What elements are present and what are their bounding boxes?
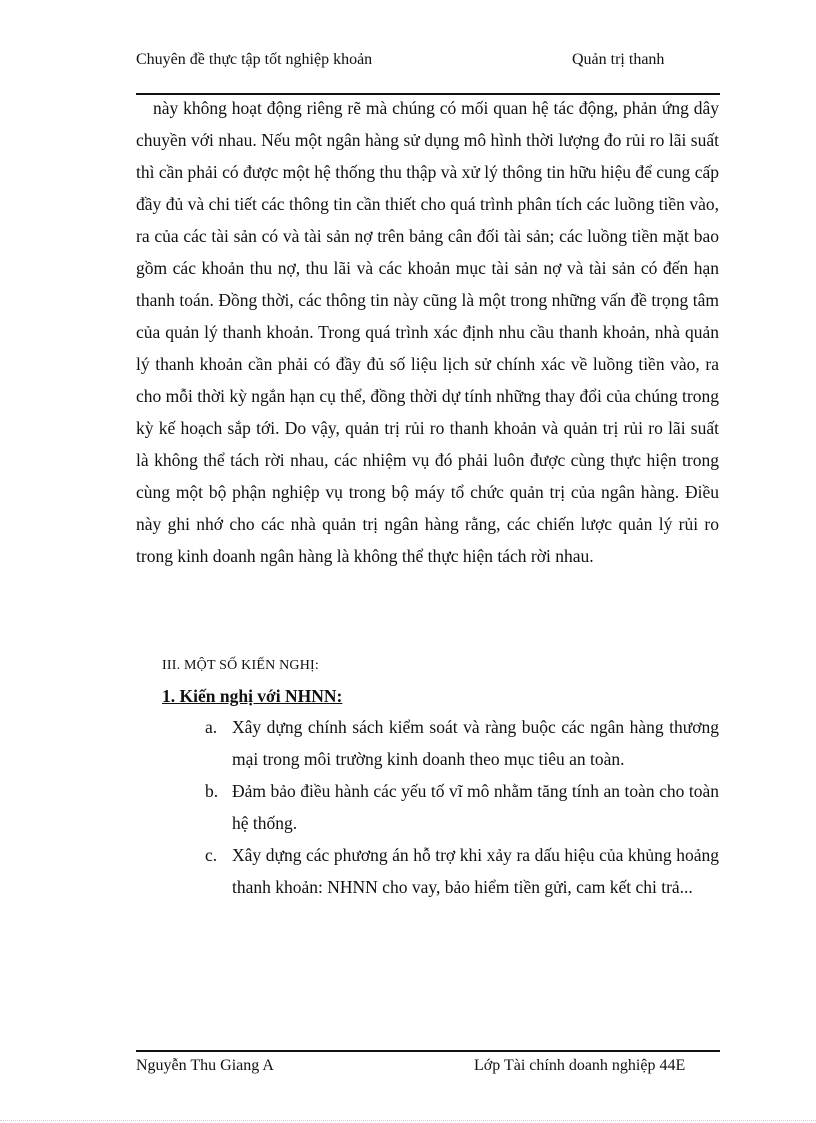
section-heading: III. MỘT SỐ KIẾN NGHỊ: <box>162 658 319 673</box>
list-item-text: Đảm bảo điều hành các yếu tố vĩ mô nhằm tăng tính an toàn cho toàn hệ thống. <box>232 781 719 833</box>
list-item-text: Xây dựng các phương án hỗ trợ khi xảy ra dấu hiệu của khủng hoảng thanh khoản: NHNN cho vay, bảo hiểm tiền gửi, cam kết chi trả... <box>232 845 719 897</box>
sub-heading: 1. Kiến nghị với NHNN: <box>162 686 343 706</box>
footer-left: Nguyễn Thu Giang A <box>136 1057 274 1074</box>
list-item <box>205 776 719 839</box>
list-marker: a. <box>205 717 218 737</box>
footer-rule <box>136 1050 720 1052</box>
list-item <box>205 712 719 775</box>
body-paragraph: này không hoạt động riêng rẽ mà chúng có mối quan hệ tác động, phản ứng dây chuyền với nhau. Nếu một ngân hàng sử dụng mô hình thời lượng đo rủi ro lãi suất thì cần phải có được một hệ thống thu thập và xử lý thông tin hữu hiệu để cung cấp đầy đủ và chi tiết các thông tin cần thiết cho quá trình phân tích các luồng tiền vào, ra của các tài sản có và tài sản nợ trên bảng cân đối tài sản; các luồng tiền mặt bao gồm các khoản thu nợ, thu lãi và các khoản mục tài sản nợ và tài sản có đến hạn thanh toán. Đồng thời, các thông tin này cũng là một trong những vấn đề trọng tâm của quản lý thanh khoản. Trong quá trình xác định nhu cầu thanh khoản, nhà quản lý thanh khoản cần phải có đầy đủ số liệu lịch sử chính xác về luồng tiền vào, ra cho mỗi thời kỳ ngắn hạn cụ thể, đồng thời dự tính những thay đổi của chúng trong kỳ kế hoạch sắp tới. Do vậy, quản trị rủi ro thanh khoản và quản trị rủi ro lãi suất là không thể tách rời nhau, các nhiệm vụ đó phải luôn được cùng thực hiện trong cùng một bộ phận nghiệp vụ trong bộ máy tổ chức quản trị của ngân hàng. Điều này ghi nhớ cho các nhà quản trị ngân hàng rằng, các chiến lược quản lý rủi ro trong kinh doanh ngân hàng là không thể thực hiện tách rời nhau. <box>136 98 719 566</box>
footer-right: Lớp Tài chính doanh nghiệp 44E <box>474 1057 686 1074</box>
list-marker: c. <box>205 845 218 865</box>
page-edge-divider <box>0 1120 816 1121</box>
header-right: Quản trị thanh <box>572 51 665 68</box>
list-item-text: Xây dựng chính sách kiểm soát và ràng buộc các ngân hàng thương mại trong môi trường kinh doanh theo mục tiêu an toàn. <box>232 717 719 769</box>
list-item <box>205 840 719 903</box>
header-left: Chuyên đề thực tập tốt nghiệp khoản <box>136 51 373 68</box>
list-marker: b. <box>205 781 219 801</box>
recommendation-list <box>205 712 719 904</box>
